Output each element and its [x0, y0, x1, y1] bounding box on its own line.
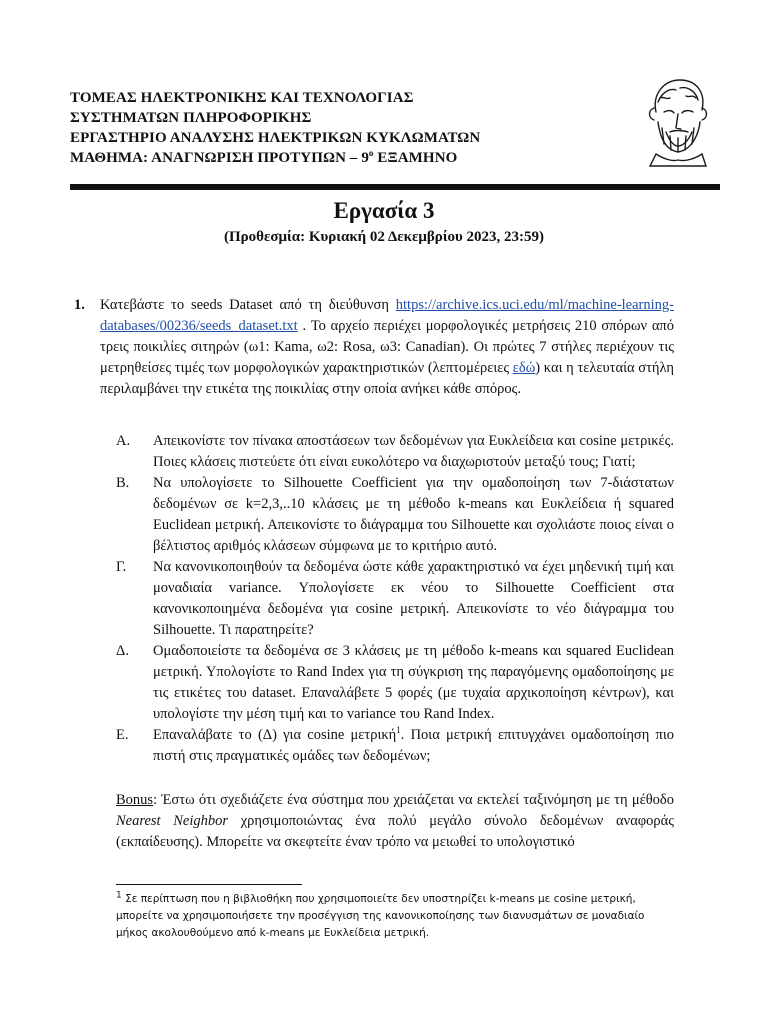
subquestion-text: Απεικονίστε τον πίνακα αποστάσεων των δεδομένων για Ευκλείδεια και cosine μετρικές. Ποιες κλάσεις πιστεύετε ότι είναι ευκολότερο να διαχωριστούν μεταξύ τους; Γιατί;: [153, 433, 674, 470]
footnote-divider: [116, 884, 302, 885]
footnote-marker: 1: [116, 890, 122, 901]
subquestion-list: [116, 431, 674, 767]
bonus-question: Bonus: Έστω ότι σχεδιάζετε ένα σύστημα που χρειάζεται να εκτελεί ταξινόμηση με τη μέθοδο Nearest Neighbor χρησιμοποιώντας ένα πολύ μεγάλο σύνολο δεδομένων αναφοράς (εκπαίδευσης). Μπορείτε να σκεφτείτε έναν τρόπο να μειωθεί το υπολογιστικό: [116, 792, 674, 850]
header-line-2: ΣΥΣΤΗΜΑΤΩΝ ΠΛΗΡΟΦΟΡΙΚΗΣ: [70, 110, 312, 126]
header-line-4: ΜΑΘΗΜΑ: ΑΝΑΓΝΩΡΙΣΗ ΠΡΟΤΥΠΩΝ – $9^o$ ΕΞΑΜΗΝΟ: [70, 148, 458, 166]
question-number: 1.: [74, 297, 85, 313]
subquestion-label: Ε.: [116, 727, 129, 743]
subquestion-d: [116, 641, 674, 725]
subquestion-label: Α.: [116, 433, 131, 449]
bonus-label: Bonus: [116, 792, 154, 808]
subquestion-c: [116, 557, 674, 641]
subquestion-a: [116, 431, 674, 473]
footnote-reference[interactable]: 1: [396, 725, 401, 736]
subquestion-text: Ομαδοποιείστε τα δεδομένα σε 3 κλάσεις με τη μέθοδο k-means και squared Euclidean μετρική. Υπολογίστε το Rand Index για τη σύγκριση της παραγόμενης ομαδοποίησης με τις ετικέτες του dataset. Επαναλάβετε 5 φορές (με τυχαία αρχικοποίηση κέντρων), και υπολογίστε την μέση τιμή και το variance του Rand Index.: [153, 643, 674, 722]
assignment-deadline: (Προθεσμία: Κυριακή 02 Δεκεμβρίου 2023, 23:59): [223, 229, 545, 245]
subquestion-label: Γ.: [116, 559, 127, 575]
assignment-title: Εργασία 3: [333, 198, 435, 223]
subquestion-label: Δ.: [116, 643, 129, 659]
header-line-1: ΤΟΜΕΑΣ ΗΛΕΚΤΡΟΝΙΚΗΣ ΚΑΙ ΤΕΧΝΟΛΟΓΙΑΣ: [70, 90, 414, 106]
subquestion-text: Να υπολογίσετε το Silhouette Coefficient για την ομαδοποίηση των 7-διάστατων δεδομένων σε k=2,3,..10 κλάσεις με τη μέθοδο k-means και Ευκλείδεια ή squared Euclidean μετρική. Απεικονίστε το διάγραμμα του Silhouette και σχολιάστε ποιος είναι ο βέλτιστος αριθμός κλάσεων σύμφωνα με το κριτήριο αυτό.: [153, 475, 674, 554]
header-line-3: ΕΡΓΑΣΤΗΡΙΟ ΑΝΑΛΥΣΗΣ ΗΛΕΚΤΡΙΚΩΝ ΚΥΚΛΩΜΑΤΩΝ: [70, 130, 481, 146]
footnote: [116, 891, 656, 942]
details-link[interactable]: εδώ: [512, 360, 536, 376]
subquestion-b: [116, 473, 674, 557]
bust-logo-icon: [636, 72, 718, 168]
subquestion-text: Να κανονικοποιηθούν τα δεδομένα ώστε κάθε χαρακτηριστικό να έχει μηδενική τιμή και μοναδιαία variance. Υπολογίσετε εκ νέου το Silhouette Coefficient στα κανονικοποιημένα δεδομένα για cosine μετρική. Απεικονίστε το νέο διάγραμμα του Silhouette. Τι παρατηρείτε?: [153, 559, 674, 638]
dataset-link[interactable]: https://archive.ics.uci.edu/ml/machine-learning-databases/00236/seeds_dataset.txt: [100, 297, 674, 334]
subquestion-label: Β.: [116, 475, 130, 491]
nearest-neighbor-term: Nearest Neighbor: [116, 813, 229, 829]
department-header: [70, 88, 610, 168]
subquestion-text: Επαναλάβατε το (Δ) για cosine μετρική$^1$. Ποια μετρική επιτυγχάνει ομαδοποίηση πιο πιστή στις πραγματικές ομάδες των δεδομένων;: [153, 725, 674, 764]
header-divider: [70, 184, 720, 190]
subquestion-e: [116, 725, 674, 767]
question-1-text: Κατεβάστε το seeds Dataset από τη διεύθυνση https://archive.ics.uci.edu/ml/machine-learning-databases/00236/seeds_dataset.txt . Το αρχείο περιέχει μορφολογικές μετρήσεις 210 σπόρων από τρεις ποικιλίες σιτηρών (ω1: Kama, ω2: Rosa, ω3: Canadian). Οι πρώτες 7 στήλες περιέχουν τις μετρηθείσες τιμές των μορφολογικών χαρακτηριστικών (λεπτομέρειες εδώ) και η τελευταία στήλη περιλαμβάνει την ετικέτα της ποικιλίας στην οποία ανήκει κάθε σπόρος.: [100, 297, 675, 397]
footnote-text: Σε περίπτωση που η βιβλιοθήκη που χρησιμοποιείτε δεν υποστηρίζει k-means με cosine μετρική, μπορείτε να χρησιμοποιήσετε την προσέγγιση της κανονικοποίησης των διανυσμάτων σε μοναδιαίο μήκος ακολουθούμενο από k-means με Ευκλείδεια μετρική.: [116, 893, 645, 939]
